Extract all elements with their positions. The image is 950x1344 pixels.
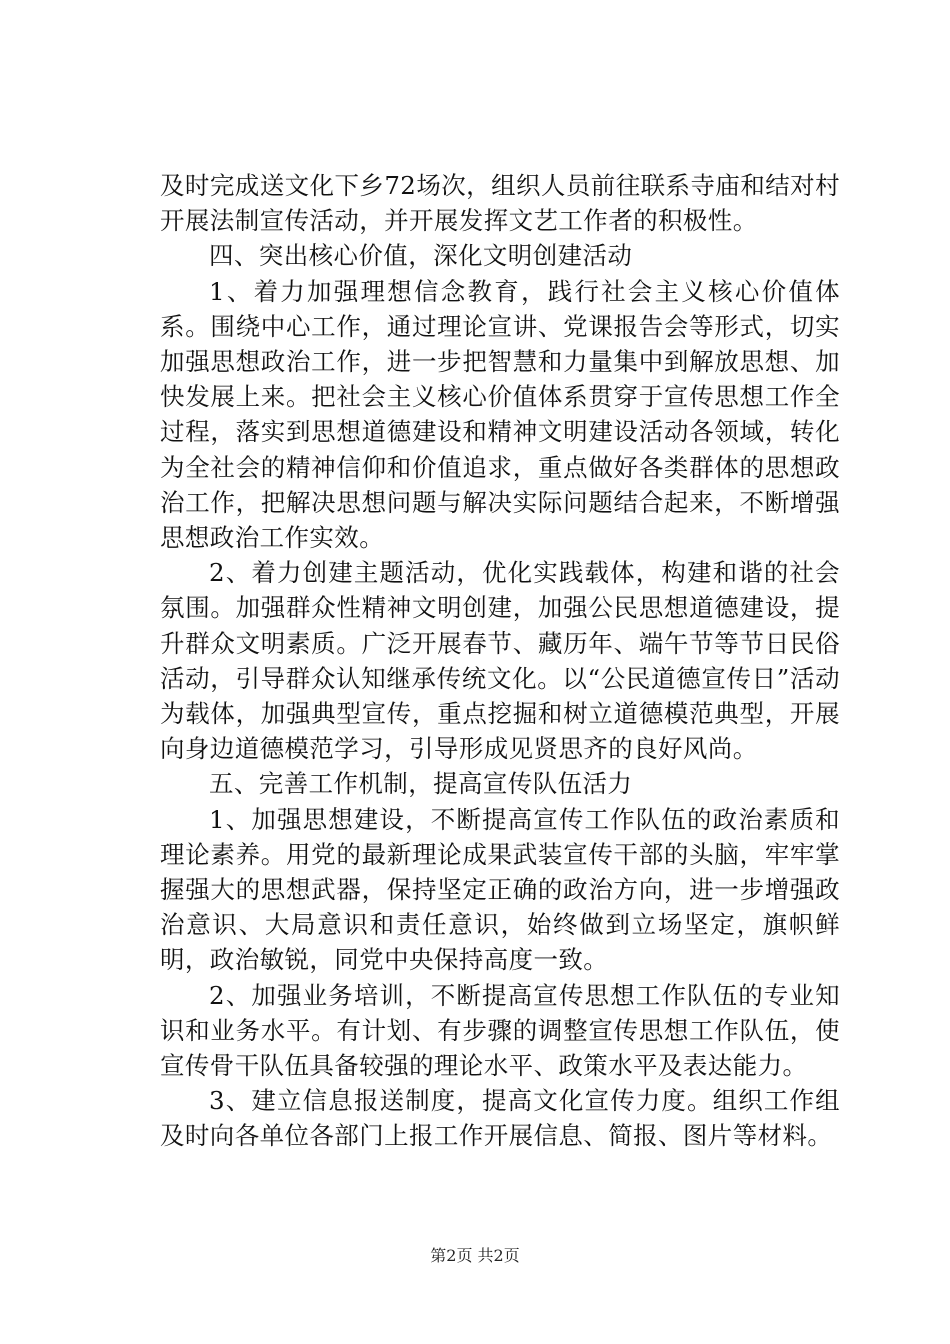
page-number-footer: 第2页 共2页 [430, 1246, 520, 1265]
paragraph-item-4-2: 2、着力创建主题活动，优化实践载体，构建和谐的社会氛围。加强群众性精神文明创建，加强公民思想道德建设，提升群众文明素质。广泛开展春节、藏历年、端午节等节日民俗活动，引导群众认知继承传统文化。以“公民道德宣传日”活动为载体，加强典型宣传，重点挖掘和树立道德模范典型，开展向身边道德模范学习，引导形成见贤思齐的良好风尚。 [160, 558, 840, 764]
section-heading-five: 五、完善工作机制，提高宣传队伍活力 [209, 769, 633, 799]
paragraph-item-5-2: 2、加强业务培训，不断提高宣传思想工作队伍的专业知识和业务水平。有计划、有步骤的调整宣传思想工作队伍，使宣传骨干队伍具备较强的理论水平、政策水平及表达能力。 [160, 980, 840, 1081]
paragraph-continuation: 及时完成送文化下乡72场次，组织人员前往联系寺庙和结对村开展法制宣传活动，并开展发挥文艺工作者的积极性。 [160, 171, 840, 236]
paragraph-item-5-3: 3、建立信息报送制度，提高文化宣传力度。组织工作组及时向各单位各部门上报工作开展信息、简报、图片等材料。 [160, 1086, 840, 1151]
section-heading-four: 四、突出核心价值，深化文明创建活动 [209, 241, 633, 271]
paragraph-item-5-1: 1、加强思想建设，不断提高宣传工作队伍的政治素质和理论素养。用党的最新理论成果武装宣传干部的头脑，牢牢掌握强大的思想武器，保持坚定正确的政治方向，进一步增强政治意识、大局意识和责任意识，始终做到立场坚定，旗帜鲜明，政治敏锐，同党中央保持高度一致。 [160, 804, 840, 975]
document-body [160, 168, 840, 1154]
paragraph-item-4-1: 1、着力加强理想信念教育，践行社会主义核心价值体系。围绕中心工作，通过理论宣讲、党课报告会等形式，切实加强思想政治工作，进一步把智慧和力量集中到解放思想、加快发展上来。把社会主义核心价值体系贯穿于宣传思想工作全过程，落实到思想道德建设和精神文明建设活动各领域，转化为全社会的精神信仰和价值追求，重点做好各类群体的思想政治工作，把解决思想问题与解决实际问题结合起来，不断增强思想政治工作实效。 [160, 276, 840, 553]
